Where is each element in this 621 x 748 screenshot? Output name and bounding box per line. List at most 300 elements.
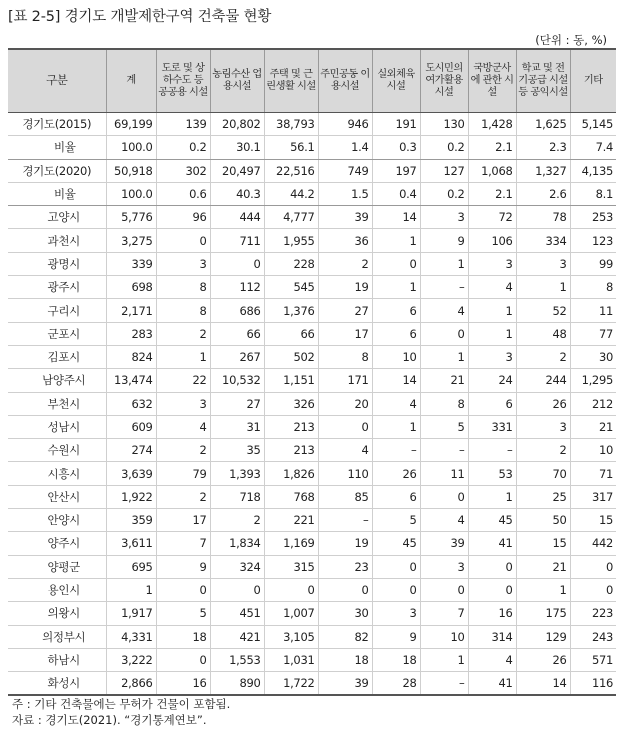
cell-value: 36	[318, 229, 372, 252]
cell-value: 8	[156, 276, 210, 299]
cell-value: 17	[318, 322, 372, 345]
cell-value: 171	[318, 369, 372, 392]
cell-value: 53	[468, 462, 516, 485]
table-row	[8, 439, 616, 462]
cell-value: 20	[318, 392, 372, 415]
row-label-text: 부천시	[47, 396, 80, 411]
cell-value: 1,553	[210, 648, 264, 671]
cell-value: 824	[106, 345, 156, 368]
cell-value: 571	[570, 648, 616, 671]
cell-value: 0	[468, 578, 516, 601]
cell-value: 14	[372, 206, 420, 229]
cell-value: 18	[156, 625, 210, 648]
cell-value: 21	[420, 369, 468, 392]
row-label	[8, 136, 106, 159]
cell-value: 223	[570, 602, 616, 625]
cell-value: 10,532	[210, 369, 264, 392]
cell-value: 8	[420, 392, 468, 415]
header-defense: 국방군사 에 관한 시설	[468, 49, 516, 113]
row-label	[8, 555, 106, 578]
row-label-text: 고양시	[47, 210, 80, 225]
cell-value: 48	[516, 322, 570, 345]
cell-value: 27	[210, 392, 264, 415]
cell-value: 78	[516, 206, 570, 229]
cell-value: 3,639	[106, 462, 156, 485]
row-label	[8, 182, 106, 205]
cell-value: 4	[420, 509, 468, 532]
cell-value: 3,222	[106, 648, 156, 671]
row-label-text: 성남시	[47, 420, 80, 434]
cell-value: 0.4	[372, 182, 420, 205]
cell-value: 69,199	[106, 113, 156, 136]
cell-value: 24	[468, 369, 516, 392]
cell-value: 4	[156, 415, 210, 438]
cell-value: 317	[570, 485, 616, 508]
table-row	[8, 485, 616, 508]
cell-value: 3,611	[106, 532, 156, 555]
cell-value: 4	[468, 648, 516, 671]
cell-value: 7	[156, 532, 210, 555]
row-label	[8, 322, 106, 345]
cell-value: 100.0	[106, 136, 156, 159]
cell-value: 21	[570, 415, 616, 438]
cell-value: 3	[156, 392, 210, 415]
cell-value: 0	[372, 578, 420, 601]
cell-value: 221	[264, 509, 318, 532]
cell-value: 2	[156, 485, 210, 508]
table-row	[8, 415, 616, 438]
cell-value: –	[420, 672, 468, 696]
row-label-text: 광주시	[47, 280, 80, 295]
row-label	[8, 532, 106, 555]
row-label-text: 하남시	[47, 652, 80, 667]
row-label-text: 수원시	[47, 443, 80, 458]
cell-value: 0.3	[372, 136, 420, 159]
cell-value: 1,826	[264, 462, 318, 485]
cell-value: 0	[372, 252, 420, 275]
cell-value: 44.2	[264, 182, 318, 205]
cell-value: 1,376	[264, 299, 318, 322]
cell-value: 112	[210, 276, 264, 299]
cell-value: 70	[516, 462, 570, 485]
cell-value: 85	[318, 485, 372, 508]
row-label-text: 구리시	[47, 303, 80, 318]
cell-value: 8	[156, 299, 210, 322]
cell-value: 421	[210, 625, 264, 648]
table-row	[8, 206, 616, 229]
cell-value: 0	[318, 578, 372, 601]
row-label-text: 안양시	[47, 513, 80, 528]
cell-value: 2	[156, 439, 210, 462]
cell-value: 106	[468, 229, 516, 252]
row-label-text: 김포시	[47, 350, 80, 365]
cell-value: 197	[372, 159, 420, 182]
cell-value: 444	[210, 206, 264, 229]
table-row	[8, 369, 616, 392]
cell-value: 686	[210, 299, 264, 322]
row-label	[8, 485, 106, 508]
cell-value: 3	[468, 345, 516, 368]
cell-value: 19	[318, 532, 372, 555]
cell-value: 1,151	[264, 369, 318, 392]
cell-value: 0	[210, 578, 264, 601]
cell-value: 10	[570, 439, 616, 462]
cell-value: 0.2	[420, 182, 468, 205]
table-row	[8, 532, 616, 555]
cell-value: 18	[318, 648, 372, 671]
cell-value: 0	[318, 415, 372, 438]
cell-value: 2	[156, 322, 210, 345]
cell-value: 451	[210, 602, 264, 625]
row-label-text: 안산시	[47, 489, 80, 504]
cell-value: 1	[516, 276, 570, 299]
cell-value: 3,105	[264, 625, 318, 648]
cell-value: 1	[156, 345, 210, 368]
cell-value: 13,474	[106, 369, 156, 392]
cell-value: 326	[264, 392, 318, 415]
cell-value: 2	[516, 439, 570, 462]
header-agriculture: 농림수산 업용시설	[210, 49, 264, 113]
row-label-text: 화성시	[47, 676, 80, 691]
header-sports: 실외체육 시설	[372, 49, 420, 113]
cell-value: 77	[570, 322, 616, 345]
cell-value: 718	[210, 485, 264, 508]
cell-value: 16	[468, 602, 516, 625]
cell-value: 79	[156, 462, 210, 485]
cell-value: 4	[318, 439, 372, 462]
table-row	[8, 672, 616, 696]
cell-value: 1,031	[264, 648, 318, 671]
cell-value: 3	[156, 252, 210, 275]
row-label-text: 의정부시	[42, 629, 86, 644]
cell-value: 22,516	[264, 159, 318, 182]
cell-value: 1,068	[468, 159, 516, 182]
cell-value: 0	[156, 229, 210, 252]
cell-value: 9	[156, 555, 210, 578]
table-row	[8, 159, 616, 182]
cell-value: 8	[318, 345, 372, 368]
row-label-text: 과천시	[47, 233, 80, 248]
row-label-text: 의왕시	[47, 606, 80, 621]
cell-value: 1	[372, 229, 420, 252]
cell-value: 11	[570, 299, 616, 322]
cell-value: 1	[372, 415, 420, 438]
row-label-text: 광명시	[47, 256, 80, 271]
cell-value: 1,917	[106, 602, 156, 625]
cell-value: 1,625	[516, 113, 570, 136]
cell-value: –	[372, 439, 420, 462]
cell-value: –	[420, 439, 468, 462]
cell-value: 123	[570, 229, 616, 252]
cell-value: 25	[516, 485, 570, 508]
row-label	[8, 252, 106, 275]
cell-value: 22	[156, 369, 210, 392]
cell-value: 11	[420, 462, 468, 485]
cell-value: 1	[372, 276, 420, 299]
cell-value: 4,777	[264, 206, 318, 229]
header-community: 주민공동 이용시설	[318, 49, 372, 113]
row-label	[8, 648, 106, 671]
row-label	[8, 602, 106, 625]
row-label	[8, 159, 106, 182]
row-label	[8, 509, 106, 532]
cell-value: 1,327	[516, 159, 570, 182]
header-housing: 주택 및 근린생활 시설	[264, 49, 318, 113]
cell-value: 0	[156, 578, 210, 601]
cell-value: 66	[210, 322, 264, 345]
cell-value: 213	[264, 415, 318, 438]
cell-value: 99	[570, 252, 616, 275]
cell-value: 3	[420, 555, 468, 578]
cell-value: 1,007	[264, 602, 318, 625]
header-row	[8, 49, 616, 113]
cell-value: 50	[516, 509, 570, 532]
cell-value: 1,169	[264, 532, 318, 555]
table-row	[8, 113, 616, 136]
row-label-text: 비율	[53, 187, 76, 202]
building-status-table	[8, 48, 616, 696]
cell-value: 7	[420, 602, 468, 625]
cell-value: 3	[516, 252, 570, 275]
cell-value: 1,834	[210, 532, 264, 555]
cell-value: 5	[156, 602, 210, 625]
row-label-text: 군포시	[47, 326, 80, 341]
cell-value: 10	[420, 625, 468, 648]
row-label	[8, 369, 106, 392]
cell-value: 71	[570, 462, 616, 485]
cell-value: 2	[210, 509, 264, 532]
cell-value: 0	[156, 648, 210, 671]
row-label	[8, 113, 106, 136]
header-total: 계	[106, 49, 156, 113]
row-label	[8, 462, 106, 485]
cell-value: 41	[468, 532, 516, 555]
cell-value: 442	[570, 532, 616, 555]
table-row	[8, 555, 616, 578]
cell-value: 39	[420, 532, 468, 555]
cell-value: 15	[516, 532, 570, 555]
cell-value: 302	[156, 159, 210, 182]
cell-value: 30.1	[210, 136, 264, 159]
source-line: 자료 : 경기도(2021). “경기통계연보”.	[12, 713, 207, 727]
cell-value: 26	[372, 462, 420, 485]
row-label-text: 경기도(2015)	[22, 117, 92, 132]
cell-value: 359	[106, 509, 156, 532]
cell-value: 749	[318, 159, 372, 182]
cell-value: 39	[318, 672, 372, 696]
cell-value: 23	[318, 555, 372, 578]
cell-value: 52	[516, 299, 570, 322]
table-row	[8, 322, 616, 345]
cell-value: 334	[516, 229, 570, 252]
cell-value: 1	[106, 578, 156, 601]
row-label	[8, 345, 106, 368]
cell-value: 1,295	[570, 369, 616, 392]
cell-value: 100.0	[106, 182, 156, 205]
cell-value: 20,497	[210, 159, 264, 182]
cell-value: 7.4	[570, 136, 616, 159]
cell-value: 283	[106, 322, 156, 345]
table-row	[8, 602, 616, 625]
cell-value: 50,918	[106, 159, 156, 182]
cell-value: 267	[210, 345, 264, 368]
cell-value: 1,722	[264, 672, 318, 696]
note-line: 주 : 기타 건축물에는 무허가 건물이 포함됨.	[12, 697, 231, 711]
cell-value: 27	[318, 299, 372, 322]
cell-value: 213	[264, 439, 318, 462]
cell-value: 0.2	[420, 136, 468, 159]
cell-value: 4	[372, 392, 420, 415]
row-label	[8, 229, 106, 252]
cell-value: 35	[210, 439, 264, 462]
header-public-facilities: 도로 및 상하수도 등 공공용 시설	[156, 49, 210, 113]
table-row	[8, 136, 616, 159]
cell-value: 15	[570, 509, 616, 532]
cell-value: 0	[468, 555, 516, 578]
cell-value: 14	[516, 672, 570, 696]
cell-value: 16	[156, 672, 210, 696]
cell-value: 96	[156, 206, 210, 229]
row-label	[8, 276, 106, 299]
row-label	[8, 299, 106, 322]
cell-value: 609	[106, 415, 156, 438]
row-label-text: 양평군	[47, 559, 80, 574]
cell-value: –	[318, 509, 372, 532]
table-row	[8, 345, 616, 368]
footnotes	[12, 696, 230, 728]
cell-value: 698	[106, 276, 156, 299]
row-label	[8, 392, 106, 415]
table-row	[8, 578, 616, 601]
cell-value: 3	[516, 415, 570, 438]
cell-value: 890	[210, 672, 264, 696]
cell-value: 31	[210, 415, 264, 438]
cell-value: 17	[156, 509, 210, 532]
cell-value: 116	[570, 672, 616, 696]
cell-value: 1,955	[264, 229, 318, 252]
cell-value: 45	[468, 509, 516, 532]
cell-value: 26	[516, 648, 570, 671]
row-label-text: 시흥시	[47, 466, 80, 481]
cell-value: 3	[420, 206, 468, 229]
table-body	[8, 113, 616, 696]
cell-value: 946	[318, 113, 372, 136]
cell-value: 212	[570, 392, 616, 415]
cell-value: 711	[210, 229, 264, 252]
cell-value: 0.2	[156, 136, 210, 159]
cell-value: 18	[372, 648, 420, 671]
cell-value: 244	[516, 369, 570, 392]
header-leisure: 도시민의 여가활용 시설	[420, 49, 468, 113]
cell-value: 4,135	[570, 159, 616, 182]
cell-value: 10	[372, 345, 420, 368]
cell-value: 1.4	[318, 136, 372, 159]
cell-value: 274	[106, 439, 156, 462]
cell-value: 3,275	[106, 229, 156, 252]
cell-value: 2	[318, 252, 372, 275]
cell-value: 1	[516, 578, 570, 601]
header-category: 구분	[8, 49, 106, 113]
cell-value: 2.6	[516, 182, 570, 205]
cell-value: 2.3	[516, 136, 570, 159]
cell-value: 315	[264, 555, 318, 578]
cell-value: 8.1	[570, 182, 616, 205]
cell-value: 28	[372, 672, 420, 696]
row-label	[8, 415, 106, 438]
cell-value: 1,393	[210, 462, 264, 485]
cell-value: 39	[318, 206, 372, 229]
row-label	[8, 206, 106, 229]
cell-value: 56.1	[264, 136, 318, 159]
cell-value: 38,793	[264, 113, 318, 136]
table-row	[8, 392, 616, 415]
cell-value: 6	[372, 322, 420, 345]
cell-value: 339	[106, 252, 156, 275]
table-row	[8, 299, 616, 322]
cell-value: 253	[570, 206, 616, 229]
cell-value: 1,428	[468, 113, 516, 136]
cell-value: 502	[264, 345, 318, 368]
cell-value: 1	[420, 648, 468, 671]
row-label-text: 양주시	[47, 536, 80, 551]
cell-value: 1	[468, 322, 516, 345]
table-row	[8, 252, 616, 275]
cell-value: 66	[264, 322, 318, 345]
table-row	[8, 276, 616, 299]
cell-value: 545	[264, 276, 318, 299]
row-label	[8, 578, 106, 601]
cell-value: 19	[318, 276, 372, 299]
cell-value: 191	[372, 113, 420, 136]
cell-value: 30	[318, 602, 372, 625]
cell-value: 3	[372, 602, 420, 625]
cell-value: 768	[264, 485, 318, 508]
cell-value: 6	[372, 299, 420, 322]
cell-value: 30	[570, 345, 616, 368]
cell-value: 228	[264, 252, 318, 275]
cell-value: 26	[516, 392, 570, 415]
cell-value: –	[468, 439, 516, 462]
unit-label: (단위 : 동, %)	[535, 33, 607, 47]
cell-value: 1,922	[106, 485, 156, 508]
table-row	[8, 509, 616, 532]
cell-value: 9	[420, 229, 468, 252]
row-label	[8, 672, 106, 696]
cell-value: 45	[372, 532, 420, 555]
cell-value: 21	[516, 555, 570, 578]
cell-value: 0	[264, 578, 318, 601]
row-label	[8, 439, 106, 462]
table-row	[8, 182, 616, 205]
cell-value: 1	[468, 299, 516, 322]
cell-value: 632	[106, 392, 156, 415]
cell-value: 139	[156, 113, 210, 136]
row-label-text: 경기도(2020)	[22, 163, 92, 178]
cell-value: 82	[318, 625, 372, 648]
cell-value: 243	[570, 625, 616, 648]
cell-value: 0	[420, 578, 468, 601]
cell-value: 5,776	[106, 206, 156, 229]
row-label-text: 비율	[53, 140, 76, 155]
cell-value: 0	[210, 252, 264, 275]
cell-value: 1.5	[318, 182, 372, 205]
table-row	[8, 229, 616, 252]
cell-value: 2.1	[468, 182, 516, 205]
cell-value: 0	[570, 555, 616, 578]
cell-value: 40.3	[210, 182, 264, 205]
cell-value: 110	[318, 462, 372, 485]
cell-value: 2.1	[468, 136, 516, 159]
